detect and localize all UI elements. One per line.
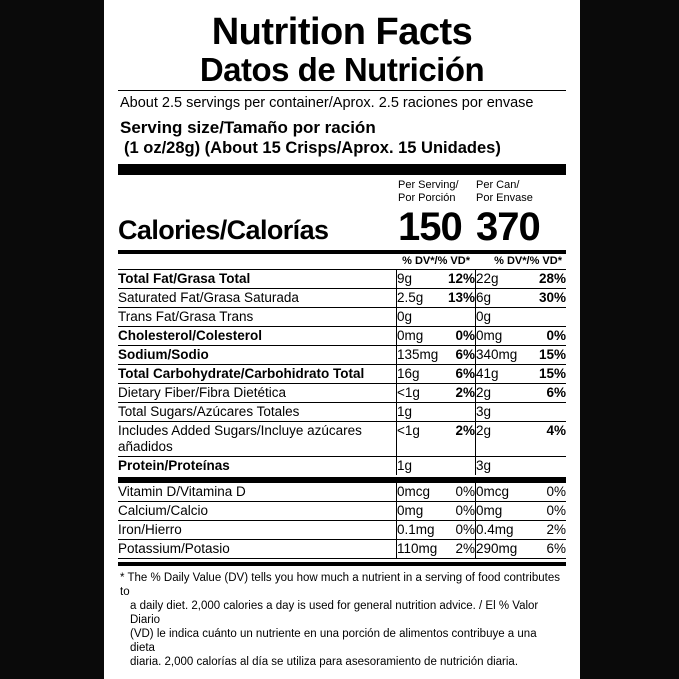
vitamin-dv-per-can: 0% [524,483,566,502]
servings-per-container: About 2.5 servings per container/Aprox. 2.5 raciones por envase [120,95,534,111]
calories-per-can: 370 [476,205,540,249]
vitamin-dv-per-serving: 2% [439,540,476,559]
nutrient-amount-per-can: 0g [476,308,525,327]
nutrient-dv-per-serving: 6% [439,365,476,384]
nutrient-amount-per-serving: 135mg [397,346,440,365]
vitamin-name: Potassium/Potasio [118,540,397,559]
footnote-line-3: (VD) le indica cuánto un nutriente en una porción de alimentos contribuye a una dieta [130,628,537,654]
nutrient-amount-per-can: 22g [476,270,525,289]
vitamin-amount-per-serving: 110mg [397,540,440,559]
nutrient-amount-per-serving: 2.5g [397,289,440,308]
nutrient-dv-per-serving: 13% [439,289,476,308]
dv-header-per-can: % DV*/% VD* [494,255,562,267]
nutrient-dv-per-can: 28% [524,270,566,289]
daily-value-headers [118,254,566,269]
column-headers [118,175,566,204]
table-row [118,346,566,365]
vitamin-dv-per-can: 6% [524,540,566,559]
nutrient-amount-per-serving: <1g [397,422,440,457]
table-row [118,308,566,327]
nutrient-dv-per-can: 0% [524,327,566,346]
label-title-english: Nutrition Facts [211,11,473,53]
nutrient-dv-per-can [524,457,566,476]
vitamin-dv-per-serving: 0% [439,502,476,521]
divider-thick-top [118,164,566,175]
nutrient-dv-per-serving [439,403,476,422]
nutrient-name: Total Sugars/Azúcares Totales [118,403,397,422]
nutrient-dv-per-serving [439,308,476,327]
table-row [118,384,566,403]
nutrient-amount-per-can: 2g [476,384,525,403]
vitamin-amount-per-can: 0.4mg [476,521,525,540]
nutrient-amount-per-can: 41g [476,365,525,384]
nutrient-name: Cholesterol/Colesterol [118,327,397,346]
vitamin-amount-per-serving: 0mg [397,502,440,521]
nutrient-dv-per-serving [439,457,476,476]
label-title-spanish: Datos de Nutrición [199,51,485,88]
calories-row [118,204,566,248]
per-serving-line2: Por Porción [398,191,456,204]
nutrient-dv-per-can: 15% [524,365,566,384]
table-row [118,502,566,521]
table-row [118,403,566,422]
vitamin-amount-per-can: 290mg [476,540,525,559]
nutrient-dv-per-serving: 0% [439,327,476,346]
nutrient-amount-per-serving: <1g [397,384,440,403]
nutrient-name: Saturated Fat/Grasa Saturada [118,289,397,308]
dv-header-per-serving: % DV*/% VD* [402,255,470,267]
table-row [118,270,566,289]
vitamin-name: Iron/Hierro [118,521,397,540]
serving-size-label-text: Serving size/Tamaño por ración [120,118,376,137]
column-header-per-can [476,179,566,204]
table-row [118,483,566,502]
nutrient-dv-per-can: 6% [524,384,566,403]
nutrient-dv-per-serving: 2% [439,384,476,403]
footnote-line-2: a daily diet. 2,000 calories a day is used for general nutrition advice. / El % Valor Diario [130,600,539,626]
nutrient-amount-per-can: 340mg [476,346,525,365]
nutrient-dv-per-serving: 2% [439,422,476,457]
nutrient-amount-per-serving: 16g [397,365,440,384]
vitamin-amount-per-can: 0mcg [476,483,525,502]
vitamins-table [118,483,566,559]
nutrient-amount-per-can: 3g [476,403,525,422]
column-header-spacer [118,179,398,204]
nutrition-facts-label [104,0,580,679]
column-header-per-serving [398,179,476,204]
vitamin-amount-per-serving: 0mcg [397,483,440,502]
vitamin-name: Calcium/Calcio [118,502,397,521]
nutrient-amount-per-can: 3g [476,457,525,476]
nutrient-name: Trans Fat/Grasa Trans [118,308,397,327]
nutrient-amount-per-can: 2g [476,422,525,457]
nutrient-amount-per-serving: 9g [397,270,440,289]
nutrient-name: Protein/Proteínas [118,458,230,473]
table-row [118,422,566,457]
nutrient-name: Includes Added Sugars/Incluye azúcares añadidos [118,422,397,457]
vitamin-name: Vitamin D/Vitamina D [118,483,397,502]
nutrient-dv-per-serving: 6% [439,346,476,365]
nutrient-amount-per-serving: 1g [397,457,440,476]
nutrient-name: Total Carbohydrate/Carbohidrato Total [118,365,397,384]
table-row [118,457,566,476]
footnote-line-1: * The % Daily Value (DV) tells you how much a nutrient in a serving of food contributes to [120,572,560,598]
nutrients-table [118,270,566,475]
vitamin-amount-per-can: 0mg [476,502,525,521]
vitamin-dv-per-can: 2% [524,521,566,540]
per-serving-line1: Per Serving/ [398,179,459,191]
nutrient-amount-per-can: 0mg [476,327,525,346]
serving-size-label [118,115,566,158]
serving-size-value: (1 oz/28g) (About 15 Crisps/Aprox. 15 Unidades) [124,139,501,157]
nutrient-dv-per-can [524,308,566,327]
nutrient-amount-per-serving: 1g [397,403,440,422]
nutrient-dv-per-serving: 12% [439,270,476,289]
calories-label: Calories/Calorías [118,215,329,245]
nutrient-name: Dietary Fiber/Fibra Dietética [118,384,397,403]
nutrient-dv-per-can: 15% [524,346,566,365]
table-row [118,521,566,540]
nutrient-dv-per-can: 4% [524,422,566,457]
nutrient-amount-per-serving: 0mg [397,327,440,346]
vitamin-dv-per-serving: 0% [439,521,476,540]
nutrient-amount-per-serving: 0g [397,308,440,327]
nutrient-name: Sodium/Sodio [118,346,397,365]
footnote-line-4: diaria. 2,000 calorías al día se utiliza para asesoramiento de nutrición diaria. [130,656,519,668]
table-row [118,540,566,559]
per-can-line2: Por Envase [476,191,533,204]
nutrient-dv-per-can [524,403,566,422]
vitamin-dv-per-serving: 0% [439,483,476,502]
table-row [118,365,566,384]
nutrient-dv-per-can: 30% [524,289,566,308]
vitamin-amount-per-serving: 0.1mg [397,521,440,540]
calories-per-serving: 150 [398,205,462,249]
table-row [118,289,566,308]
daily-value-footnote [118,566,566,669]
per-can-line1: Per Can/ [476,179,520,191]
table-row [118,327,566,346]
vitamin-dv-per-can: 0% [524,502,566,521]
nutrient-name: Total Fat/Grasa Total [118,270,397,289]
nutrient-amount-per-can: 6g [476,289,525,308]
